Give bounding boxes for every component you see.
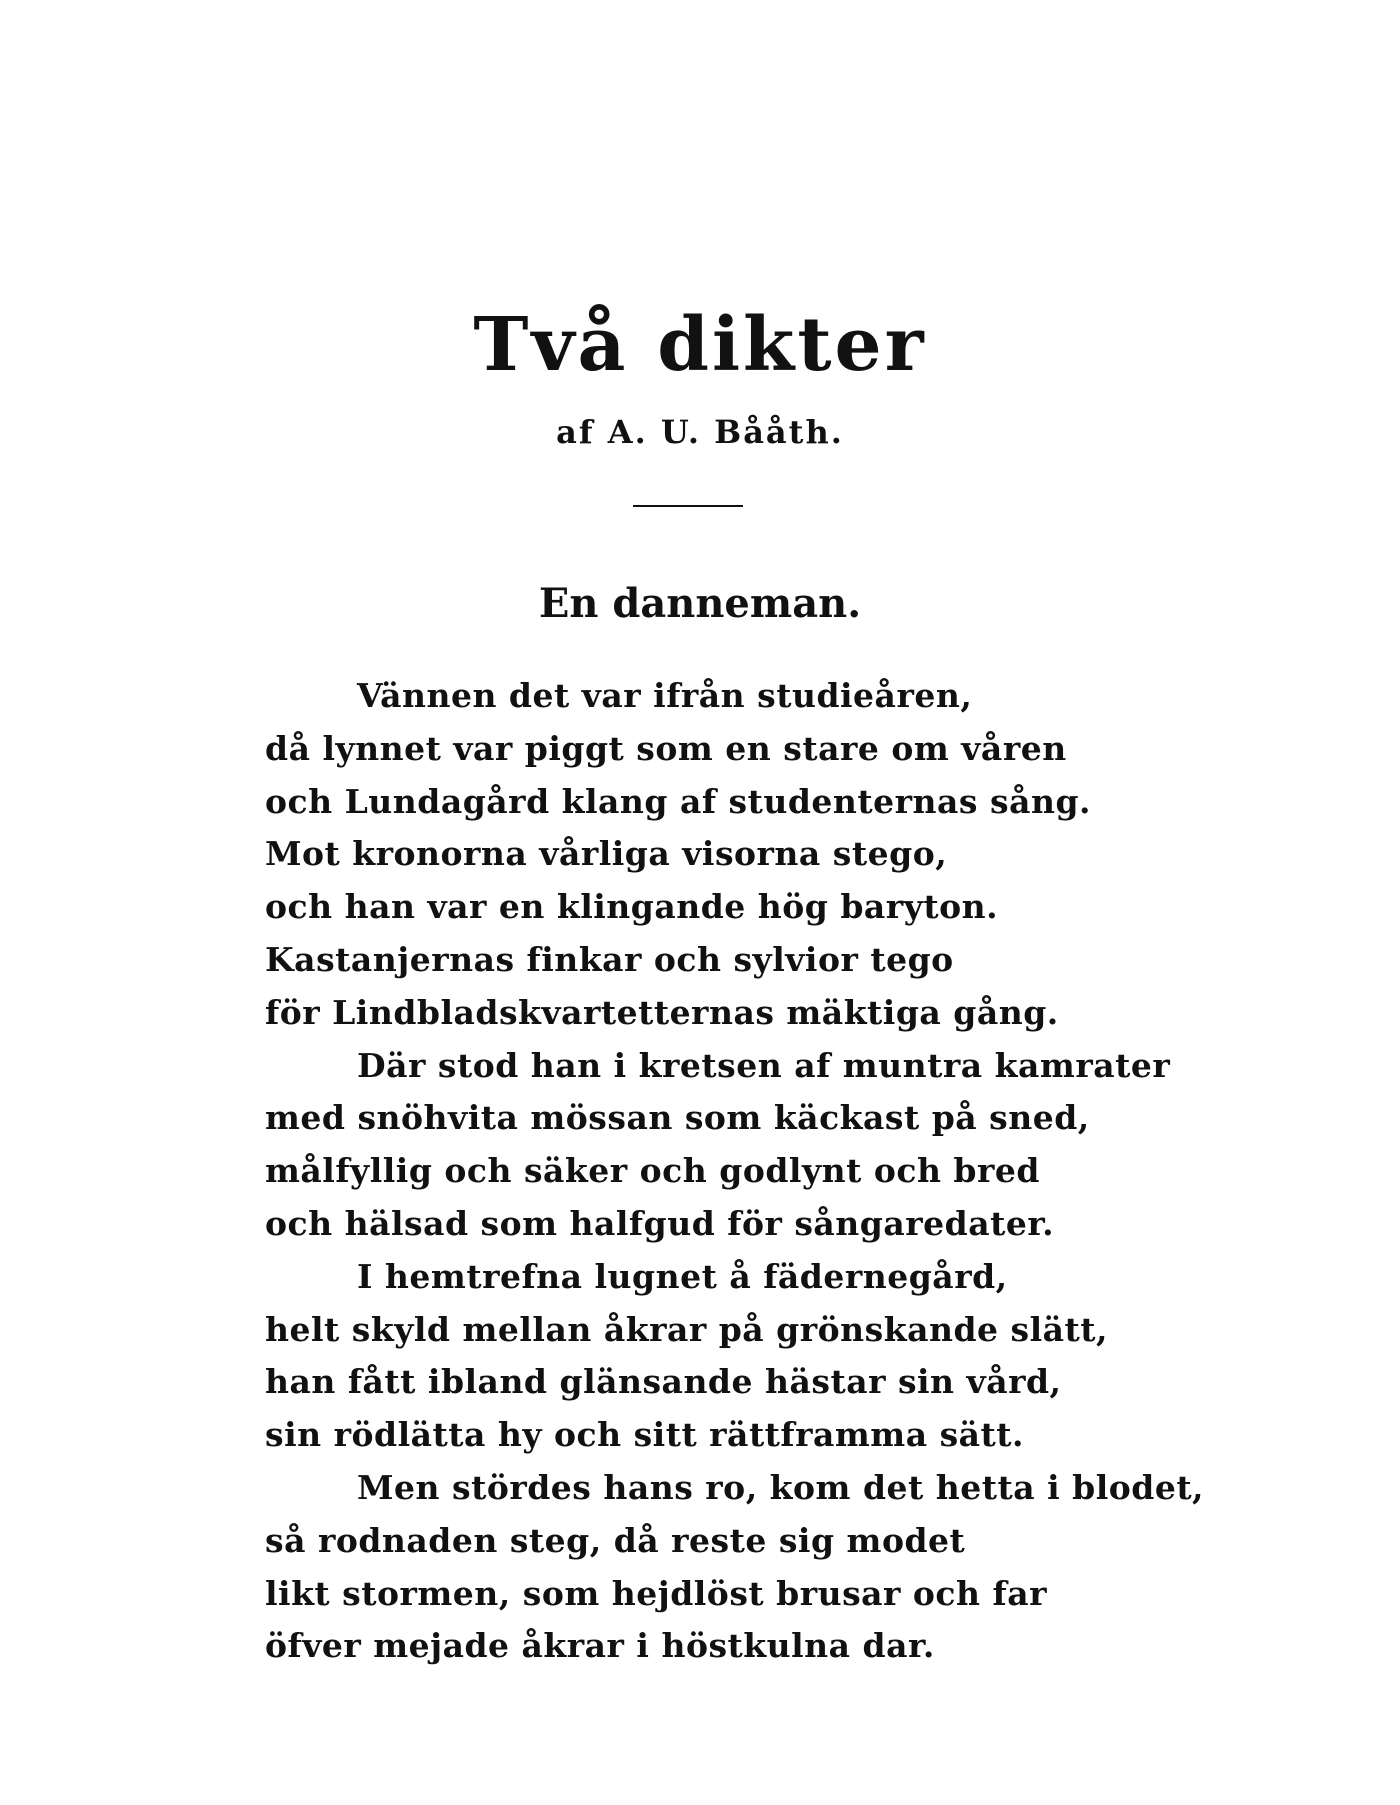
poem-line: målfyllig och säker och godlynt och bred <box>265 1151 1040 1191</box>
poem-body <box>265 670 1325 1673</box>
poem-line: helt skyld mellan åkrar på grönskande slätt, <box>265 1309 1108 1349</box>
poem-line: Kastanjernas finkar och sylvior tego <box>265 939 954 979</box>
poem-line: Där stod han i kretsen af muntra kamrater <box>357 1045 1171 1085</box>
poem-line: likt stormen, som hejdlöst brusar och far <box>265 1573 1047 1613</box>
poem-line: han fått ibland glänsande hästar sin vård, <box>265 1362 1062 1402</box>
author-byline: af A. U. Bååth. <box>556 413 844 451</box>
poem-line: Vännen det var ifrån studieåren, <box>357 676 973 715</box>
poem-line: då lynnet var piggt som en stare om våren <box>265 728 1067 768</box>
poem-line: Men stördes hans ro, kom det hetta i blodet, <box>357 1467 1205 1507</box>
poem-line: sin rödlätta hy och sitt rättframma sätt. <box>265 1415 1025 1455</box>
poem-line: och han var en klingande hög baryton. <box>265 887 999 927</box>
poem-line: och Lundagård klang af studenternas sång. <box>265 781 1092 821</box>
page-title: Två dikter <box>473 302 927 388</box>
poem-line: och hälsad som halfgud för sångaredater. <box>265 1203 1055 1243</box>
divider-rule <box>633 505 743 507</box>
poem-line: I hemtrefna lugnet å fädernegård, <box>357 1256 1008 1296</box>
poem-line: Mot kronorna vårliga visorna stego, <box>265 834 948 874</box>
poem-line: öfver mejade åkrar i höstkulna dar. <box>265 1626 935 1666</box>
poem-line: för Lindbladskvartetternas mäktiga gång. <box>265 992 1059 1032</box>
poem-line: med snöhvita mössan som käckast på sned, <box>265 1098 1090 1138</box>
poem-title: En danneman. <box>538 580 862 627</box>
poem-line: så rodnaden steg, då reste sig modet <box>265 1520 966 1560</box>
